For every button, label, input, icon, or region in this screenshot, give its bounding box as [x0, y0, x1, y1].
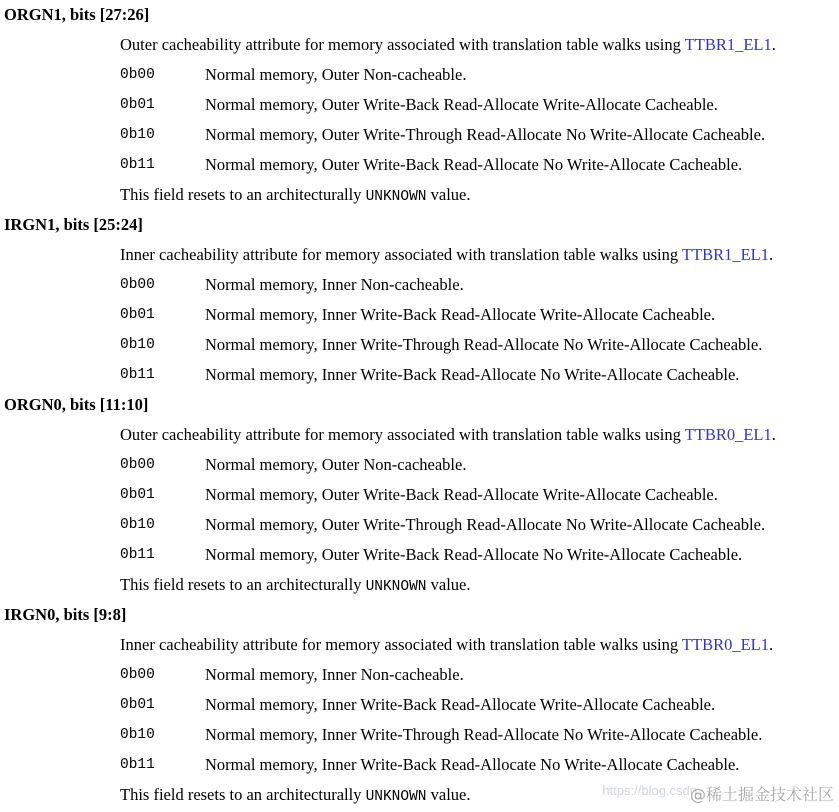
value-meaning: Normal memory, Outer Write-Back Read-Allocate Write-Allocate Cacheable.: [205, 95, 718, 114]
value-row: [0, 660, 839, 690]
value-meaning: Normal memory, Inner Non-cacheable.: [205, 275, 464, 294]
description-period: .: [771, 425, 776, 444]
value-row: [0, 690, 839, 720]
value-meaning: Normal memory, Inner Write-Back Read-Allocate No Write-Allocate Cacheable.: [205, 755, 740, 774]
description-text: Inner cacheability attribute for memory associated with translation table walks using: [120, 245, 682, 264]
register-link-ttbr0-el1[interactable]: TTBR0_EL1: [681, 635, 769, 654]
value-meaning: Normal memory, Inner Write-Back Read-Allocate Write-Allocate Cacheable.: [205, 695, 716, 714]
value-code: 0b10: [120, 517, 155, 533]
value-row: [0, 270, 839, 300]
value-row: [0, 120, 839, 150]
watermark-url-text: https://blog.csdn: [602, 783, 697, 798]
unknown-keyword: UNKNOWN: [365, 579, 427, 595]
field-section-irgn0: [0, 600, 839, 810]
value-code: 0b10: [120, 127, 155, 143]
field-description-orgn1: [0, 30, 839, 60]
value-row: [0, 450, 839, 480]
reset-note: [0, 780, 839, 810]
field-heading-orgn1: ORGN1, bits [27:26]: [4, 5, 150, 24]
reset-note-text: This field resets to an architecturally: [120, 575, 366, 594]
field-heading-irgn1: IRGN1, bits [25:24]: [4, 215, 143, 234]
value-meaning: Normal memory, Inner Non-cacheable.: [205, 665, 464, 684]
value-row: [0, 540, 839, 570]
value-meaning: Normal memory, Outer Write-Through Read-Allocate No Write-Allocate Cacheable.: [205, 125, 766, 144]
value-code: 0b01: [120, 307, 155, 323]
reset-note: [0, 570, 839, 600]
value-row: [0, 90, 839, 120]
value-row: [0, 60, 839, 90]
field-description-orgn0: [0, 420, 839, 450]
field-description-irgn1: [0, 240, 839, 270]
reset-note-suffix: value.: [426, 785, 471, 804]
value-meaning: Normal memory, Inner Write-Through Read-Allocate No Write-Allocate Cacheable.: [205, 335, 763, 354]
register-link-ttbr0-el1[interactable]: TTBR0_EL1: [684, 425, 772, 444]
reset-note-suffix: value.: [426, 185, 471, 204]
value-meaning: Normal memory, Inner Write-Back Read-Allocate Write-Allocate Cacheable.: [205, 305, 716, 324]
value-row: [0, 150, 839, 180]
description-text: Inner cacheability attribute for memory associated with translation table walks using: [120, 635, 682, 654]
value-meaning: Normal memory, Outer Write-Back Read-Allocate No Write-Allocate Cacheable.: [205, 155, 743, 174]
value-code: 0b01: [120, 487, 155, 503]
value-code: 0b10: [120, 727, 155, 743]
reset-note-suffix: value.: [426, 575, 471, 594]
value-row: [0, 360, 839, 390]
description-text: Outer cacheability attribute for memory associated with translation table walks using: [120, 35, 685, 54]
value-code: 0b10: [120, 337, 155, 353]
value-row: [0, 480, 839, 510]
field-section-orgn1: [0, 0, 839, 210]
register-link-ttbr1-el1[interactable]: TTBR1_EL1: [681, 245, 769, 264]
value-meaning: Normal memory, Outer Non-cacheable.: [205, 455, 467, 474]
reset-note: [0, 180, 839, 210]
watermark-community-label: @稀土掘金技术社区: [689, 785, 834, 804]
value-code: 0b11: [120, 157, 155, 173]
value-row: [0, 510, 839, 540]
field-heading-orgn0: ORGN0, bits [11:10]: [4, 395, 149, 414]
value-code: 0b11: [120, 757, 155, 773]
value-code: 0b00: [120, 667, 155, 683]
value-code: 0b01: [120, 697, 155, 713]
value-meaning: Normal memory, Inner Write-Through Read-Allocate No Write-Allocate Cacheable.: [205, 725, 763, 744]
value-code: 0b00: [120, 277, 155, 293]
value-meaning: Normal memory, Outer Write-Back Read-Allocate No Write-Allocate Cacheable.: [205, 545, 743, 564]
value-row: [0, 330, 839, 360]
value-meaning: Normal memory, Outer Non-cacheable.: [205, 65, 467, 84]
description-period: .: [768, 635, 774, 654]
unknown-keyword: UNKNOWN: [365, 789, 427, 805]
value-meaning: Normal memory, Outer Write-Back Read-Allocate Write-Allocate Cacheable.: [205, 485, 718, 504]
field-heading-irgn0: IRGN0, bits [9:8]: [4, 605, 127, 624]
field-section-orgn0: [0, 390, 839, 600]
value-meaning: Normal memory, Outer Write-Through Read-Allocate No Write-Allocate Cacheable.: [205, 515, 766, 534]
value-code: 0b11: [120, 367, 155, 383]
value-row: [0, 300, 839, 330]
value-code: 0b11: [120, 547, 155, 563]
reset-note-text: This field resets to an architecturally: [120, 785, 366, 804]
value-meaning: Normal memory, Inner Write-Back Read-Allocate No Write-Allocate Cacheable.: [205, 365, 740, 384]
description-period: .: [768, 245, 774, 264]
field-section-irgn1: [0, 210, 839, 390]
reset-note-text: This field resets to an architecturally: [120, 185, 366, 204]
value-row: [0, 720, 839, 750]
value-code: 0b01: [120, 97, 155, 113]
description-text: Outer cacheability attribute for memory associated with translation table walks using: [120, 425, 685, 444]
unknown-keyword: UNKNOWN: [365, 189, 427, 205]
description-period: .: [771, 35, 776, 54]
register-link-ttbr1-el1[interactable]: TTBR1_EL1: [684, 35, 772, 54]
field-description-irgn0: [0, 630, 839, 660]
value-code: 0b00: [120, 457, 155, 473]
value-row: [0, 750, 839, 780]
value-code: 0b00: [120, 67, 155, 83]
